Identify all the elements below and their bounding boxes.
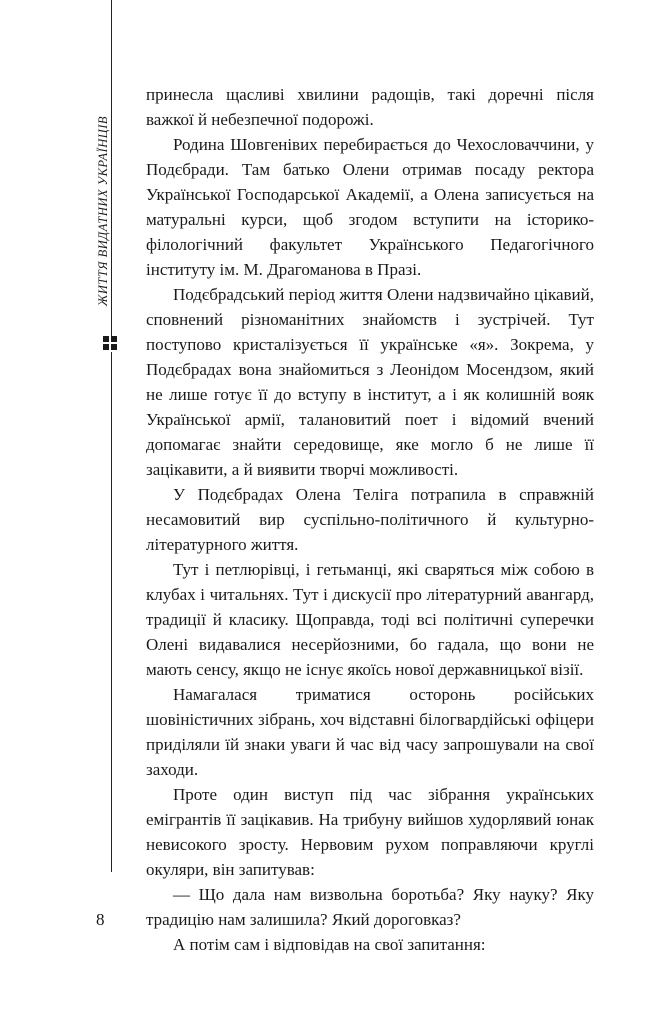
- paragraph: принесла щасливі хвилини радощів, такі доречні після важкої й небезпечної подорожі.: [146, 85, 594, 129]
- ornament-icon: [103, 336, 119, 352]
- running-head: ЖИТТЯ ВИДАТНИХ УКРАЇНЦІВ: [96, 115, 110, 307]
- paragraph: А потім сам і відповідав на свої запитання:: [173, 935, 486, 954]
- body-text: [146, 82, 594, 957]
- page-number: 8: [96, 910, 105, 929]
- paragraph: Родина Шовгенівих перебирається до Чехословаччини, у Подєбради. Там батько Олени отримав посаду ректора Української Господарської Академії, а Олена записується на матуральні курси, щоб згодом вступити на історико-філологічний факультет Українського Педагогічного інституту ім. М. Драгоманова в Празі.: [146, 135, 594, 279]
- paragraph: — Що дала нам визвольна боротьба? Яку науку? Яку традицію нам залишила? Який дороговказ?: [146, 885, 594, 929]
- paragraph: Проте один виступ під час зібрання українських емігрантів її зацікавив. На трибуну вийшов худорлявий юнак невисокого зросту. Нервовим рухом поправляючи круглі окуляри, він запитував:: [146, 785, 594, 879]
- paragraph: Тут і петлюрівці, і гетьманці, які сваряться між собою в клубах і читальнях. Тут і дискусії про літературний авангард, традиції й класику. Щоправда, тоді всі політичні суперечки Олені видавалися несерйозними, бо гадала, що вони не мають сенсу, якщо не існує якоїсь нової державницької візії.: [146, 560, 594, 679]
- paragraph: У Подєбрадах Олена Теліга потрапила в справжній несамовитий вир суспільно-політичного й культурно-літературного життя.: [146, 485, 594, 554]
- vertical-rule-bottom: [111, 352, 112, 872]
- paragraph: Подєбрадський період життя Олени надзвичайно цікавий, сповнений різноманітних знайомств і зустрічей. Тут поступово кристалізується її українське «я». Зокрема, у Подєбрадах вона знайомиться з Леонідом Мосендзом, який не лише готує її до вступу в інститут, а і як колишній вояк Української армії, талановитий поет і відомий вчений допомагає знайти середовище, яке могло б не лише її зацікавити, а й виявити творчі можливості.: [146, 285, 594, 479]
- paragraph: Намагалася триматися осторонь російських шовіністичних зібрань, хоч відставні білогвардійські офіцери приділяли їй знаки уваги й час від часу запрошували на свої заходи.: [146, 685, 594, 779]
